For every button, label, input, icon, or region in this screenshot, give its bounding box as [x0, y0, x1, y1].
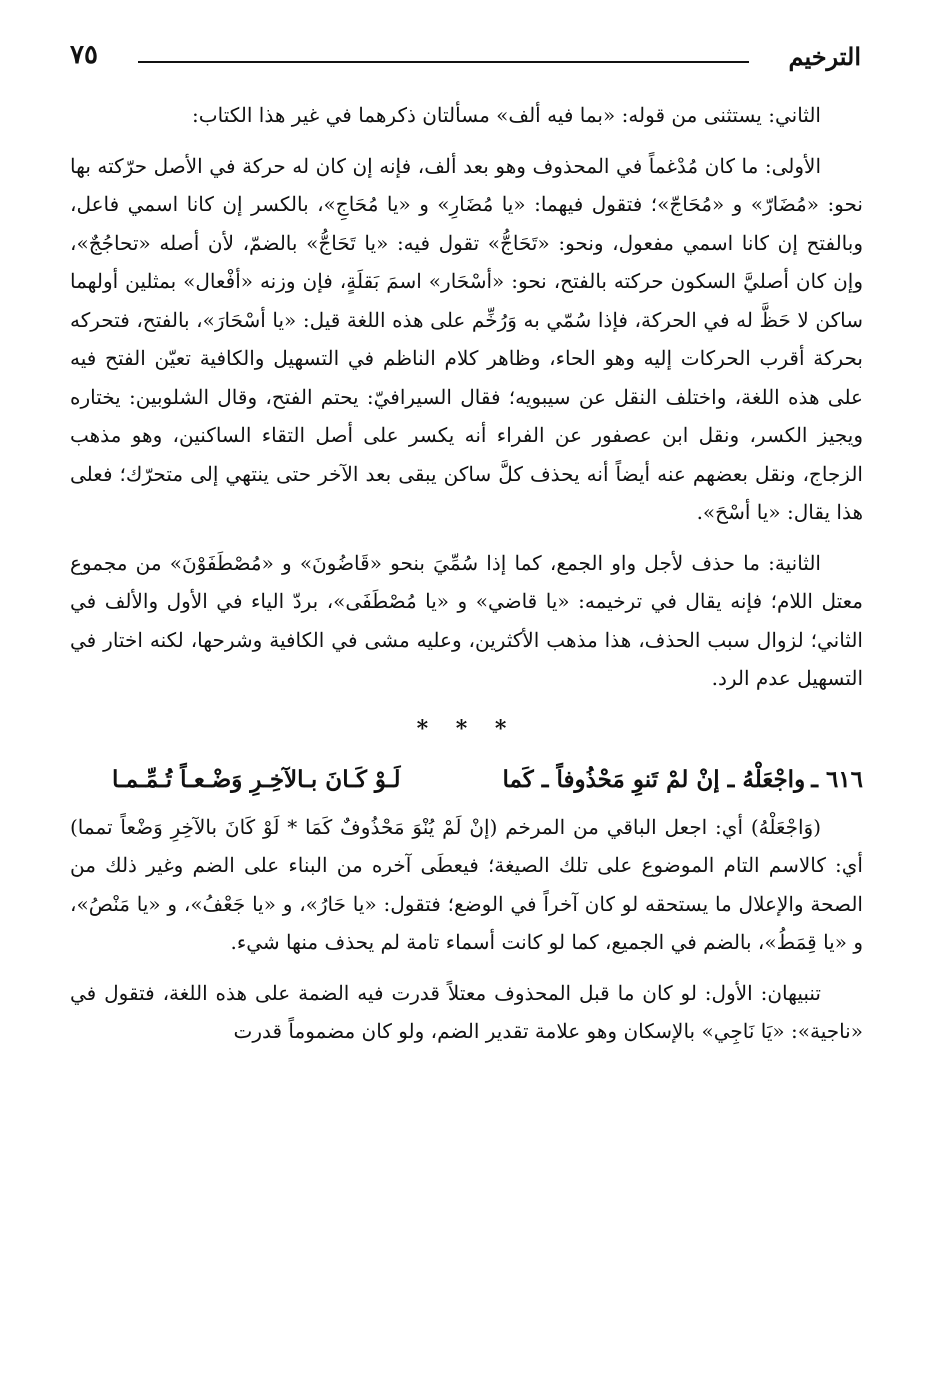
section-separator: * * * — [416, 715, 517, 742]
paragraph: الثاني: يستثنى من قوله: «بما فيه ألف» مسألتان ذكرهما في غير هذا الكتاب: — [192, 103, 821, 127]
header-rule — [138, 61, 749, 63]
verse-second-hemistich: لَـوْ كَـانَ بـالآخِـرِ وَضْـعـاً تُـمِّـمـا — [111, 765, 401, 793]
chapter-title: الترخيم — [788, 42, 861, 71]
commentary-paragraph: تنبيهان: الأول: لو كان ما قبل المحذوف معتلاً قدرت فيه الضمة على هذه اللغة، فتقول في «ناجية»: «يَا نَاجِي» بالإسكان وهو علامة تقدير الضم، ولو كان مضموماً قدرت — [70, 980, 863, 1043]
paragraph: الأولى: ما كان مُدْغماً في المحذوف وهو بعد ألف، فإنه إن كان له حركة في الأصل حرّكته بها نحو: «مُضَارّ» و «مُحَاجّ»؛ فتقول فيهما: «يا مُضَارِ» و «يا مُحَاجِ»، بالكسر إن كانا اسمي فاعل، وبالفتح إن كانا اسمي مفعول، ونحو: «تَحَاجُّ» تقول فيه: «يا تَحَاجُّ» بالضمّ، لأن أصله «تحاجُجٌ»، وإن كان أصليَّ السكون حركته بالفتح، نحو: «أسْحَار» اسمَ بَقلَةٍ، فإن وزنه «أفْعال» بمثلين أولهما ساكن لا حَظَّ له في الحركة، فإذا سُمّي به وَرُخِّم على هذه اللغة قيل: «يا أسْحَارَ»، بالفتح، فتحركه بحركة أقرب الحركات إليه وهو الحاء، وظاهر كلام الناظم في التسهيل والكافية تعيّن الفتح فيه على هذه اللغة، واختلف النقل عن سيبويه؛ فقال السيرافيّ: يحتم الفتح، وقال الشلوبين: يختاره ويجيز الكسر، ونقل ابن عصفور عن الفراء أنه يكسر على أصل التقاء الساكنين، وهو مذهب الزجاج، ونقل بعضهم عنه أيضاً أنه يحذف كلَّ ساكن يبقى بعد الآخر حتى ينتهي إلى متحرّك؛ فعلى هذا يقال: «يا أسْحَ». — [70, 153, 864, 524]
commentary-paragraph: (وَاجْعَلْهُ) أي: اجعل الباقي من المرخم (إنْ لَمْ يُنْوَ مَحْذُوفٌ كَمَا * لَوْ كَانَ بالآخِرِ وَضْعاً تمما) أي: كالاسم التام الموضوع على تلك الصيغة؛ فيعطَى آخره من البناء على الضم وغير ذلك من الصحة والإعلال ما يستحقه لو كان آخراً في الوضع؛ فتقول: «يا حَارُ»، و «يا جَعْفُ»، و «يا مَنْصُ»، و «يا قِمَطُ»، بالضم في الجميع، كما لو كانت أسماء تامة لم يحذف منها شيء. — [70, 814, 863, 954]
verse-first-hemistich: واجْعَلْهُ ـ إنْ لمْ تَنوِ مَحْذُوفاً ـ كَما — [502, 765, 806, 793]
body-text — [70, 96, 863, 1063]
page-header — [70, 40, 861, 80]
paragraph: الثانية: ما حذف لأجل واو الجمع، كما إذا سُمِّيَ بنحو «قَاضُونَ» و «مُصْطَفَوْنَ» من مجموع معتل اللام؛ فإنه يقال في ترخيمه: «يا قاضي» و «يا مُصْطَفَى»، بردّ الياء في الأول والألف في الثاني؛ لزوال سبب الحذف، هذا مذهب الأكثرين، وعليه مشى في الكافية وشرحها، لكنه اختار في التسهيل عدم الرد. — [70, 550, 863, 690]
verse-line — [70, 758, 863, 802]
page-number: ٧٥ — [70, 40, 98, 70]
verse-number: ٦١٦ ـ — [811, 765, 863, 793]
